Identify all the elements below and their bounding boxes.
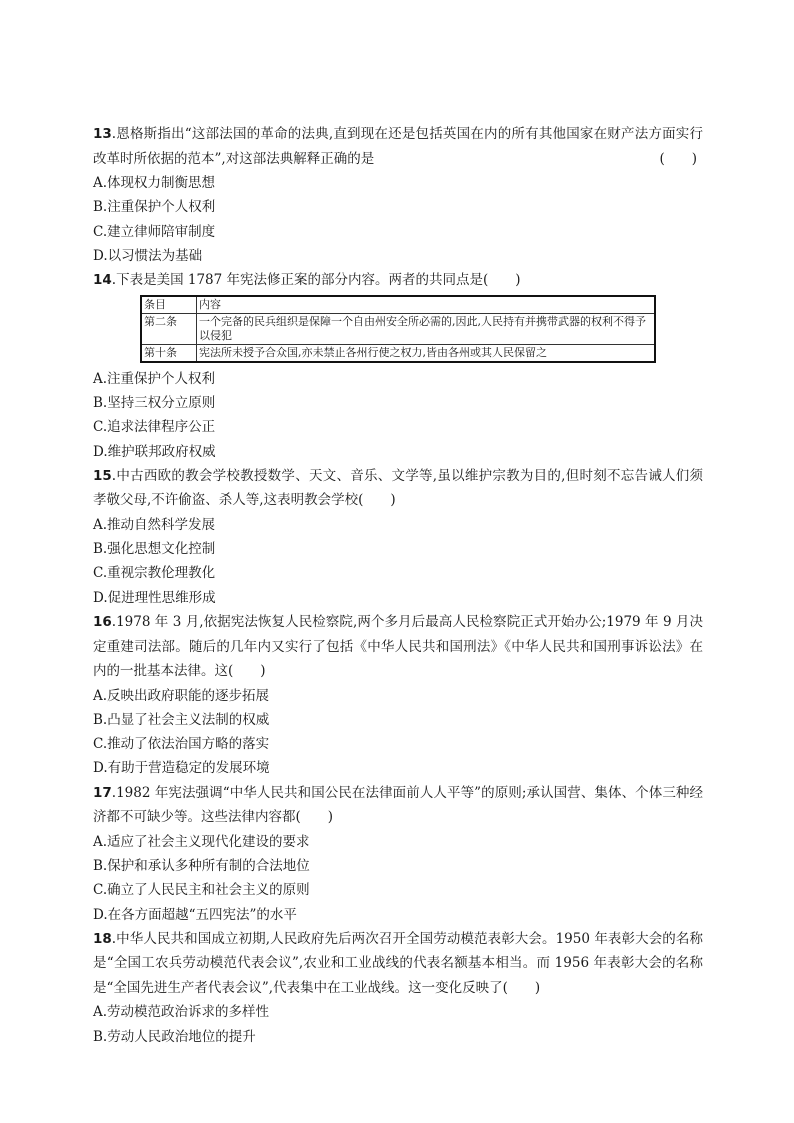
question-number: 16 xyxy=(93,614,112,631)
option-d: D.有助于营造稳定的发展环境 xyxy=(93,760,270,777)
question-text: .中古西欧的教会学校教授数学、天文、音乐、文学等,虽以维护宗教为目的,但时刻不忘告诫人们须孝敬父母,不许偷盗、杀人等,这表明教会学校( ) xyxy=(93,467,703,509)
question-stem xyxy=(93,927,703,1001)
question-number: 15 xyxy=(93,467,112,484)
question-text: .1982 年宪法强调“中华人民共和国公民在法律面前人人平等”的原则;承认国营、集体、个体三种经济都不可缺少等。这些法律内容都( ) xyxy=(93,784,703,826)
option-b: B.保护和承认多种所有制的合法地位 xyxy=(93,858,310,875)
question-text: .恩格斯指出“这部法国的革命的法典,直到现在还是包括英国在内的所有其他国家在财产法方面实行改革时所依据的范本”,对这部法典解释正确的是 xyxy=(93,126,703,167)
question-stem xyxy=(93,610,703,684)
option-a: A.注重保护个人权利 xyxy=(93,370,216,387)
question-number: 14 xyxy=(93,272,112,289)
option-c: C.确立了人民民主和社会主义的原则 xyxy=(93,882,310,899)
table-cell: 第十条 xyxy=(141,344,197,362)
option-c: C.推动了依法治国方略的落实 xyxy=(93,736,270,753)
option-b: B.注重保护个人权利 xyxy=(93,199,216,216)
question-number: 18 xyxy=(93,930,112,947)
option-b: B.坚持三权分立原则 xyxy=(93,394,216,411)
option-d: D.以习惯法为基础 xyxy=(93,247,203,264)
question-text: .中华人民共和国成立初期,人民政府先后两次召开全国劳动模范表彰大会。1950 年表彰大会的名称是“全国工农兵劳动模范代表会议”,农业和工业战线的代表名额基本相当。而 1956 年表彰大会的名称是“全国先进生产者代表会议”,代表集中在工业战线。这一变化反映了( ) xyxy=(93,930,703,996)
option-a: A.反映出政府职能的逐步拓展 xyxy=(93,687,270,704)
exam-page xyxy=(93,122,703,1049)
table-cell: 一个完备的民兵组织是保障一个自由州安全所必需的,因此,人民持有并携带武器的权利不得予以侵犯 xyxy=(197,313,656,344)
option-b: B.强化思想文化控制 xyxy=(93,541,216,558)
question-stem xyxy=(93,122,703,171)
question-14 xyxy=(93,268,703,464)
question-text: .1978 年 3 月,依据宪法恢复人民检察院,两个多月后最高人民检察院正式开始办公;1979 年 9 月决定重建司法部。随后的几年内又实行了包括《中华人民共和国刑法》《中华人民共和国刑事诉讼法》在内的一批基本法律。这( ) xyxy=(93,614,703,680)
question-number: 17 xyxy=(93,784,112,801)
question-17 xyxy=(93,781,703,927)
option-a: A.体现权力制衡思想 xyxy=(93,175,216,191)
amendment-table xyxy=(140,295,656,363)
table-row xyxy=(141,344,655,362)
option-a: A.适应了社会主义现代化建设的要求 xyxy=(93,833,310,850)
question-stem xyxy=(93,268,703,293)
option-c: C.重视宗教伦理教化 xyxy=(93,565,216,582)
option-d: D.在各方面超越“五四宪法”的水平 xyxy=(93,906,297,923)
question-15 xyxy=(93,464,703,610)
option-b: B.凸显了社会主义法制的权威 xyxy=(93,711,270,728)
table-row xyxy=(141,313,655,344)
question-16 xyxy=(93,610,703,781)
question-text: .下表是美国 1787 年宪法修正案的部分内容。两者的共同点是( ) xyxy=(111,272,521,289)
table-header-row xyxy=(141,296,655,314)
question-number: 13 xyxy=(93,126,112,142)
question-13 xyxy=(93,122,703,268)
table-header-cell: 条目 xyxy=(141,296,197,314)
option-d: D.促进理性思维形成 xyxy=(93,589,216,606)
option-a: A.劳动模范政治诉求的多样性 xyxy=(93,1004,270,1021)
option-a: A.推动自然科学发展 xyxy=(93,516,216,533)
question-18 xyxy=(93,927,703,1049)
table-header-cell: 内容 xyxy=(197,296,656,314)
table-cell: 宪法所未授予合众国,亦未禁止各州行使之权力,皆由各州或其人民保留之 xyxy=(197,344,656,362)
answer-parenthesis: ( ) xyxy=(659,150,697,167)
option-c: C.追求法律程序公正 xyxy=(93,419,216,436)
question-stem xyxy=(93,781,703,830)
option-b: B.劳动人民政治地位的提升 xyxy=(93,1028,256,1045)
option-c: C.建立律师陪审制度 xyxy=(93,223,216,240)
table-cell: 第二条 xyxy=(141,313,197,344)
option-d: D.维护联邦政府权威 xyxy=(93,443,216,460)
question-stem xyxy=(93,464,703,513)
